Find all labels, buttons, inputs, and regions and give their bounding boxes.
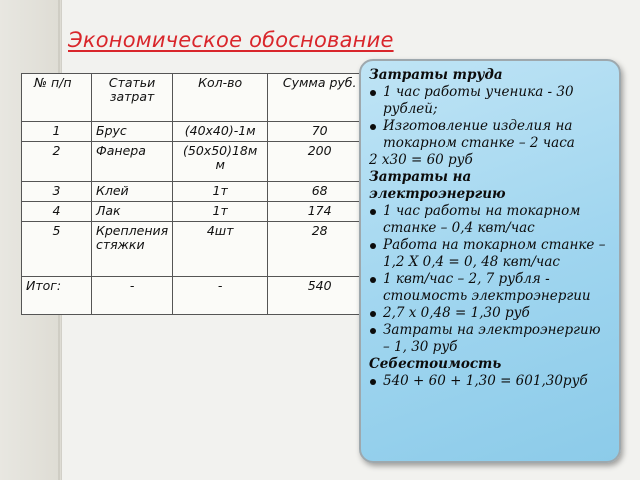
total-item: - xyxy=(92,277,173,315)
row-quantity: 4шт xyxy=(173,222,268,277)
table-row xyxy=(22,222,372,277)
row-item: Брус xyxy=(92,122,173,142)
total-sum: 540 xyxy=(268,277,372,315)
row-number: 2 xyxy=(22,142,92,182)
row-number: 1 xyxy=(22,122,92,142)
labor-list xyxy=(369,84,611,152)
list-item: 1 квт/час – 2, 7 рубля - стоимость электроэнергии xyxy=(369,271,611,305)
list-item: 1 час работы на токарном станке – 0,4 квт/час xyxy=(369,203,611,237)
row-sum: 68 xyxy=(268,182,372,202)
list-item: Затраты на электроэнергию – 1, 30 руб xyxy=(369,322,611,356)
energy-list xyxy=(369,203,611,356)
table-row xyxy=(22,182,372,202)
list-item: 540 + 60 + 1,30 = 601,30руб xyxy=(369,373,611,390)
table-row xyxy=(22,202,372,222)
header-number: № п/п xyxy=(22,74,92,122)
row-quantity: (40х40)-1м xyxy=(173,122,268,142)
row-item: Лак xyxy=(92,202,173,222)
table-header-row xyxy=(22,74,372,122)
row-sum: 28 xyxy=(268,222,372,277)
labor-heading: Затраты труда xyxy=(369,67,503,83)
header-cost-items: Статьи затрат xyxy=(92,74,173,122)
row-item: Крепления стяжки xyxy=(92,222,173,277)
total-label: Итог: xyxy=(22,277,92,315)
energy-heading: Затраты на электроэнергию xyxy=(369,169,506,202)
list-item: Изготовление изделия на токарном станке – 2 часа xyxy=(369,118,611,152)
row-sum: 174 xyxy=(268,202,372,222)
total-quantity: - xyxy=(173,277,268,315)
row-number: 4 xyxy=(22,202,92,222)
row-number: 3 xyxy=(22,182,92,202)
header-quantity: Кол-во xyxy=(173,74,268,122)
row-quantity: 1т xyxy=(173,202,268,222)
row-item: Фанера xyxy=(92,142,173,182)
list-item: 2,7 х 0,48 = 1,30 руб xyxy=(369,305,611,322)
table-row xyxy=(22,122,372,142)
list-item: 1 час работы ученика - 30 рублей; xyxy=(369,84,611,118)
row-quantity: 1т xyxy=(173,182,268,202)
header-sum: Сумма руб. xyxy=(268,74,372,122)
page-title: Экономическое обоснование xyxy=(68,28,394,52)
list-item: Работа на токарном станке – 1,2 Х 0,4 = 0, 48 квт/час xyxy=(369,237,611,271)
row-number: 5 xyxy=(22,222,92,277)
cost-list xyxy=(369,373,611,390)
row-item: Клей xyxy=(92,182,173,202)
table-row xyxy=(22,142,372,182)
row-sum: 70 xyxy=(268,122,372,142)
cost-table xyxy=(21,73,372,315)
labor-calculation: 2 х30 = 60 руб xyxy=(369,152,473,168)
cost-heading: Себестоимость xyxy=(369,356,502,372)
row-sum: 200 xyxy=(268,142,372,182)
cost-breakdown-panel xyxy=(359,59,621,463)
row-quantity: (50х50)18м м xyxy=(173,142,268,182)
table-total-row xyxy=(22,277,372,315)
